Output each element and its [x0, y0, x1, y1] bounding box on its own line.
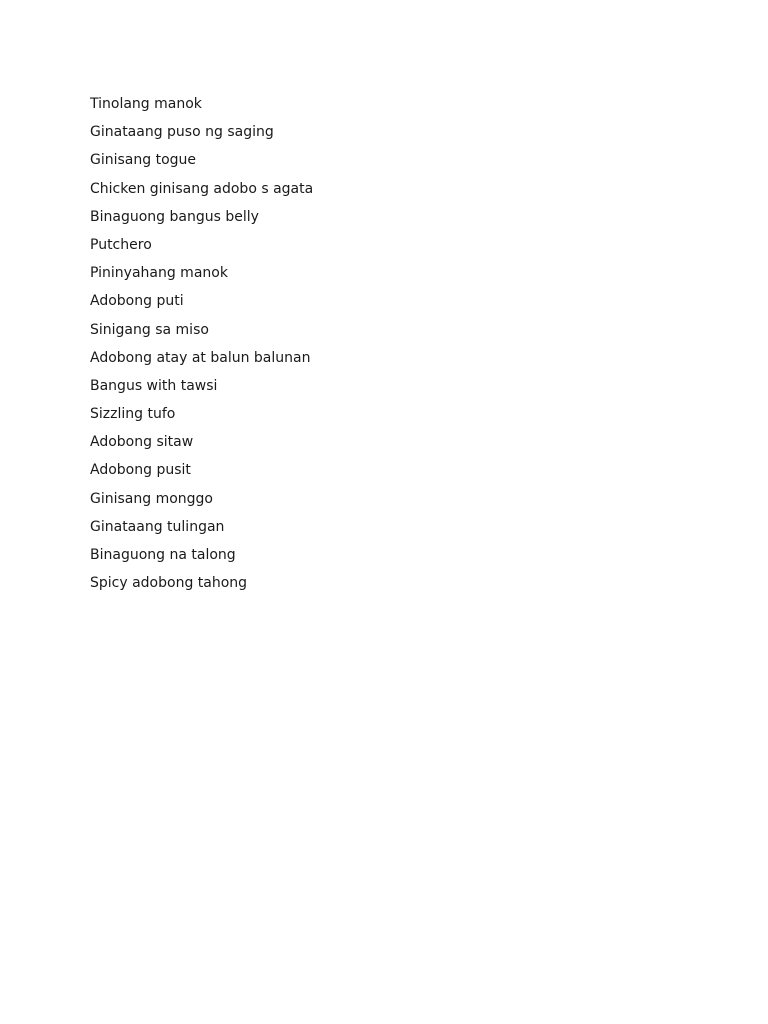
list-item: Ginisang togue — [90, 152, 197, 169]
list-item: Ginisang monggo — [90, 490, 213, 507]
list-item: Sinigang sa miso — [90, 321, 209, 338]
list-item: Sizzling tufo — [90, 406, 176, 423]
list-item: Bangus with tawsi — [90, 377, 218, 394]
list-item: Putchero — [90, 236, 152, 253]
list-item: Adobong pusit — [90, 462, 191, 479]
list-item: Adobong puti — [90, 293, 184, 310]
list-item: Adobong sitaw — [90, 434, 194, 451]
list-item: Tinolang manok — [90, 96, 202, 112]
list-item: Chicken ginisang adobo s agata — [90, 180, 314, 197]
list-item: Adobong atay at balun balunan — [90, 349, 311, 366]
list-item: Binaguong na talong — [90, 547, 236, 563]
list-item: Pininyahang manok — [90, 265, 228, 282]
list-item: Ginataang puso ng saging — [90, 124, 274, 141]
list-item: Binaguong bangus belly — [90, 208, 259, 225]
list-item: Spicy adobong tahong — [90, 575, 248, 592]
list-item: Ginataang tulingan — [90, 518, 225, 535]
dish-list — [90, 90, 313, 597]
